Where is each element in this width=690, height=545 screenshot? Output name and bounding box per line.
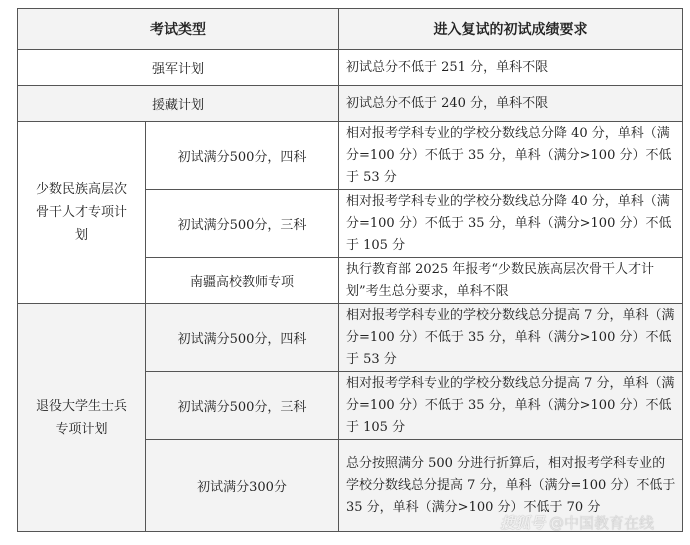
veterans-item-name: 初试满分500分，三科 (146, 372, 339, 440)
group-minority (18, 122, 146, 304)
group-veterans (18, 304, 146, 532)
group-veterans-label: 退役大学生士兵专项计划 (35, 398, 127, 437)
minority-item-req: 执行教育部 2025 年报考“少数民族高层次骨干人才计划”考生总分要求，单科不限 (339, 258, 683, 304)
veterans-item-req: 相对报考学科专业的学校分数线总分提高 7 分，单科（满分=100 分）不低于 35 分，单科（满分>100 分）不低于 105 分 (339, 372, 683, 440)
veterans-item-req: 相对报考学科专业的学校分数线总分提高 7 分，单科（满分=100 分）不低于 35 分，单科（满分>100 分）不低于 53 分 (339, 304, 683, 372)
watermark-text: @中国教育在线 (549, 514, 655, 532)
row-req-qiangjun: 初试总分不低于 251 分，单科不限 (339, 50, 683, 86)
minority-item-name: 初试满分500分，四科 (146, 122, 339, 190)
minority-item-req: 相对报考学科专业的学校分数线总分降 40 分，单科（满分=100 分）不低于 35 分，单科（满分>100 分）不低于 105 分 (339, 190, 683, 258)
minority-item-name: 初试满分500分，三科 (146, 190, 339, 258)
header-requirement: 进入复试的初试成绩要求 (339, 9, 683, 50)
row-req-yuanzang: 初试总分不低于 240 分，单科不限 (339, 86, 683, 122)
row-name-qiangjun: 强军计划 (18, 50, 339, 86)
group-minority-label: 少数民族高层次骨干人才专项计划 (35, 182, 127, 243)
admission-requirements-table (17, 8, 683, 532)
veterans-item-req: 总分按照满分 500 分进行折算后，相对报考学科专业的学校分数线总分提高 7 分，单科（满分=100 分）不低于 35 分，单科（满分>100 分）不低于 70 分 (339, 440, 683, 532)
header-exam-type: 考试类型 (18, 9, 339, 50)
watermark (500, 512, 654, 533)
veterans-item-name: 初试满分500分，四科 (146, 304, 339, 372)
minority-item-req: 相对报考学科专业的学校分数线总分降 40 分，单科（满分=100 分）不低于 35 分，单科（满分>100 分）不低于 53 分 (339, 122, 683, 190)
minority-item-name: 南疆高校教师专项 (146, 258, 339, 304)
watermark-logo: 搜狐号 (500, 514, 546, 532)
row-name-yuanzang: 援藏计划 (18, 86, 339, 122)
veterans-item-name: 初试满分300分 (146, 440, 339, 532)
